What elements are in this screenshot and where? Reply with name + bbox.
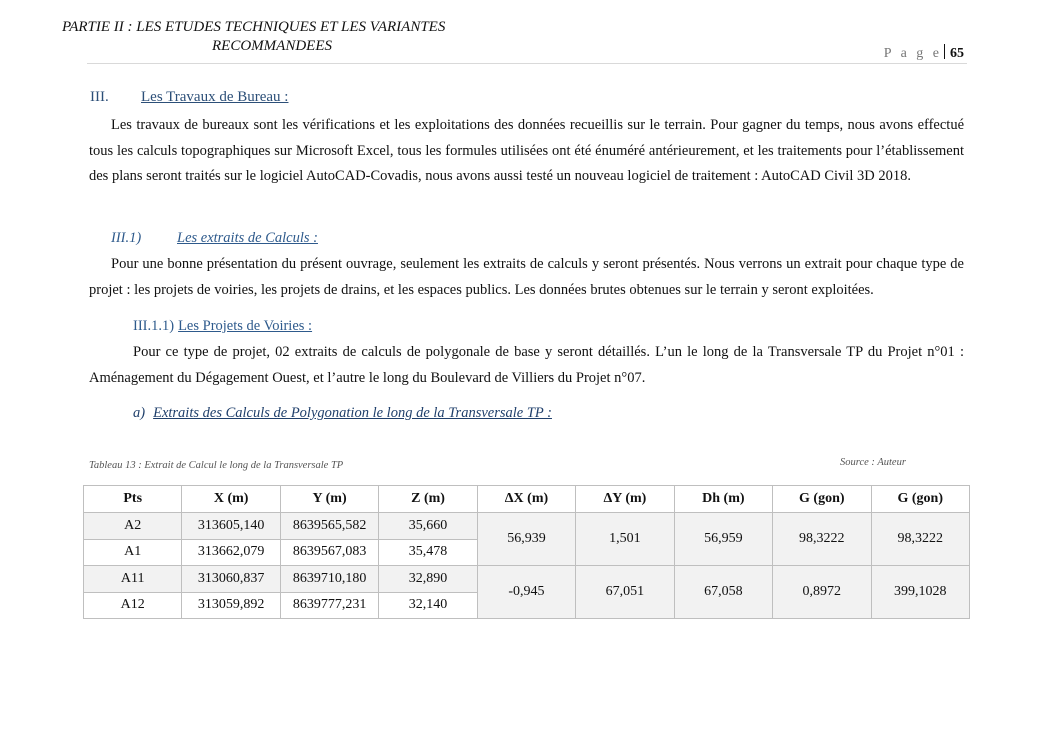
cell-dy: 67,051 (576, 566, 674, 619)
header-title-line1: PARTIE II : LES ETUDES TECHNIQUES ET LES VARIANTES (62, 19, 446, 35)
cell-y: 8639710,180 (280, 566, 378, 593)
cell-dy: 1,501 (576, 513, 674, 566)
cell-z: 32,140 (379, 592, 477, 619)
cell-y: 8639777,231 (280, 592, 378, 619)
cell-pts: A2 (84, 513, 182, 540)
item-a-title: Extraits des Calculs de Polygonation le long de la Transversale TP : (153, 405, 552, 421)
header-cell-dx: ΔX (m) (477, 486, 575, 513)
table-caption: Tableau 13 : Extrait de Calcul le long de la Transversale TP (89, 460, 344, 471)
cell-pts: A11 (84, 566, 182, 593)
subsubsection-number: III.1.1) (133, 318, 175, 334)
page-label: P a g e (883, 46, 942, 61)
subsection-heading (111, 230, 318, 247)
page-number: 65 (950, 46, 964, 61)
item-a-heading (133, 405, 552, 422)
cell-g2: 399,1028 (871, 566, 970, 619)
cell-pts: A1 (84, 539, 182, 566)
cell-g1: 0,8972 (773, 566, 871, 619)
section-heading (90, 89, 288, 106)
section-paragraph: Les travaux de bureaux sont les vérifications et les exploitations des données recueillis sur le terrain. Pour gagner du temps, nous avons effectué tous les calculs topographiques sur Microsoft Excel, tous les formules utilisées ont été énuméré antérieurement, et les traitements pour l’établissement des plans seront traités sur le logiciel AutoCAD-Covadis, nous avons aussi testé un nouveau logiciel de traitement : AutoCAD Civil 3D 2018. (89, 117, 964, 184)
cell-dh: 67,058 (674, 566, 772, 619)
cell-x: 313605,140 (182, 513, 280, 540)
cell-z: 32,890 (379, 566, 477, 593)
header-cell-dh: Dh (m) (674, 486, 772, 513)
header-cell-z: Z (m) (379, 486, 477, 513)
item-a-label: a) (133, 405, 146, 421)
subsubsection-heading (133, 318, 312, 335)
table-row (84, 513, 970, 540)
cell-g2: 98,3222 (871, 513, 970, 566)
subsection-title: Les extraits de Calculs : (177, 230, 318, 246)
cell-z: 35,478 (379, 539, 477, 566)
header-cell-y: Y (m) (280, 486, 378, 513)
table-source: Source : Auteur (840, 457, 906, 468)
section-title: Les Travaux de Bureau : (141, 89, 289, 105)
table-header-row (84, 486, 970, 513)
table-row (84, 566, 970, 593)
header-cell-x: X (m) (182, 486, 280, 513)
header-title-line2: RECOMMANDEES (212, 38, 332, 54)
header-cell-g1: G (gon) (773, 486, 871, 513)
cell-x: 313662,079 (182, 539, 280, 566)
cell-y: 8639565,582 (280, 513, 378, 540)
subsubsection-paragraph: Pour ce type de projet, 02 extraits de calculs de polygonale de base y seront détaillés. L’un le long de la Transversale TP du Projet n°01 : Aménagement du Dégagement Ouest, et l’autre le long du Boulevard de Villiers du Projet n°07. (89, 344, 964, 386)
header-cell-dy: ΔY (m) (576, 486, 674, 513)
cell-dh: 56,959 (674, 513, 772, 566)
header-cell-g2: G (gon) (871, 486, 970, 513)
subsection-number: III.1) (111, 230, 142, 246)
cell-z: 35,660 (379, 513, 477, 540)
cell-x: 313060,837 (182, 566, 280, 593)
calculation-table (83, 485, 970, 619)
cell-dx: -0,945 (477, 566, 575, 619)
cell-y: 8639567,083 (280, 539, 378, 566)
header-title (62, 18, 502, 56)
header-rule (87, 63, 967, 64)
subsubsection-title: Les Projets de Voiries : (178, 318, 313, 334)
cell-x: 313059,892 (182, 592, 280, 619)
cell-pts: A12 (84, 592, 182, 619)
cell-dx: 56,939 (477, 513, 575, 566)
page-separator (944, 44, 945, 59)
page-number-block (884, 44, 964, 62)
subsection-paragraph: Pour une bonne présentation du présent ouvrage, seulement les extraits de calculs y seront présentés. Nous verrons un extrait pour chaque type de projet : les projets de voiries, les projets de drains, et les espaces publics. Les données brutes obtenues sur le terrain y seront exploitées. (89, 256, 964, 298)
header-cell-pts: Pts (84, 486, 182, 513)
section-number: III. (90, 89, 109, 105)
cell-g1: 98,3222 (773, 513, 871, 566)
